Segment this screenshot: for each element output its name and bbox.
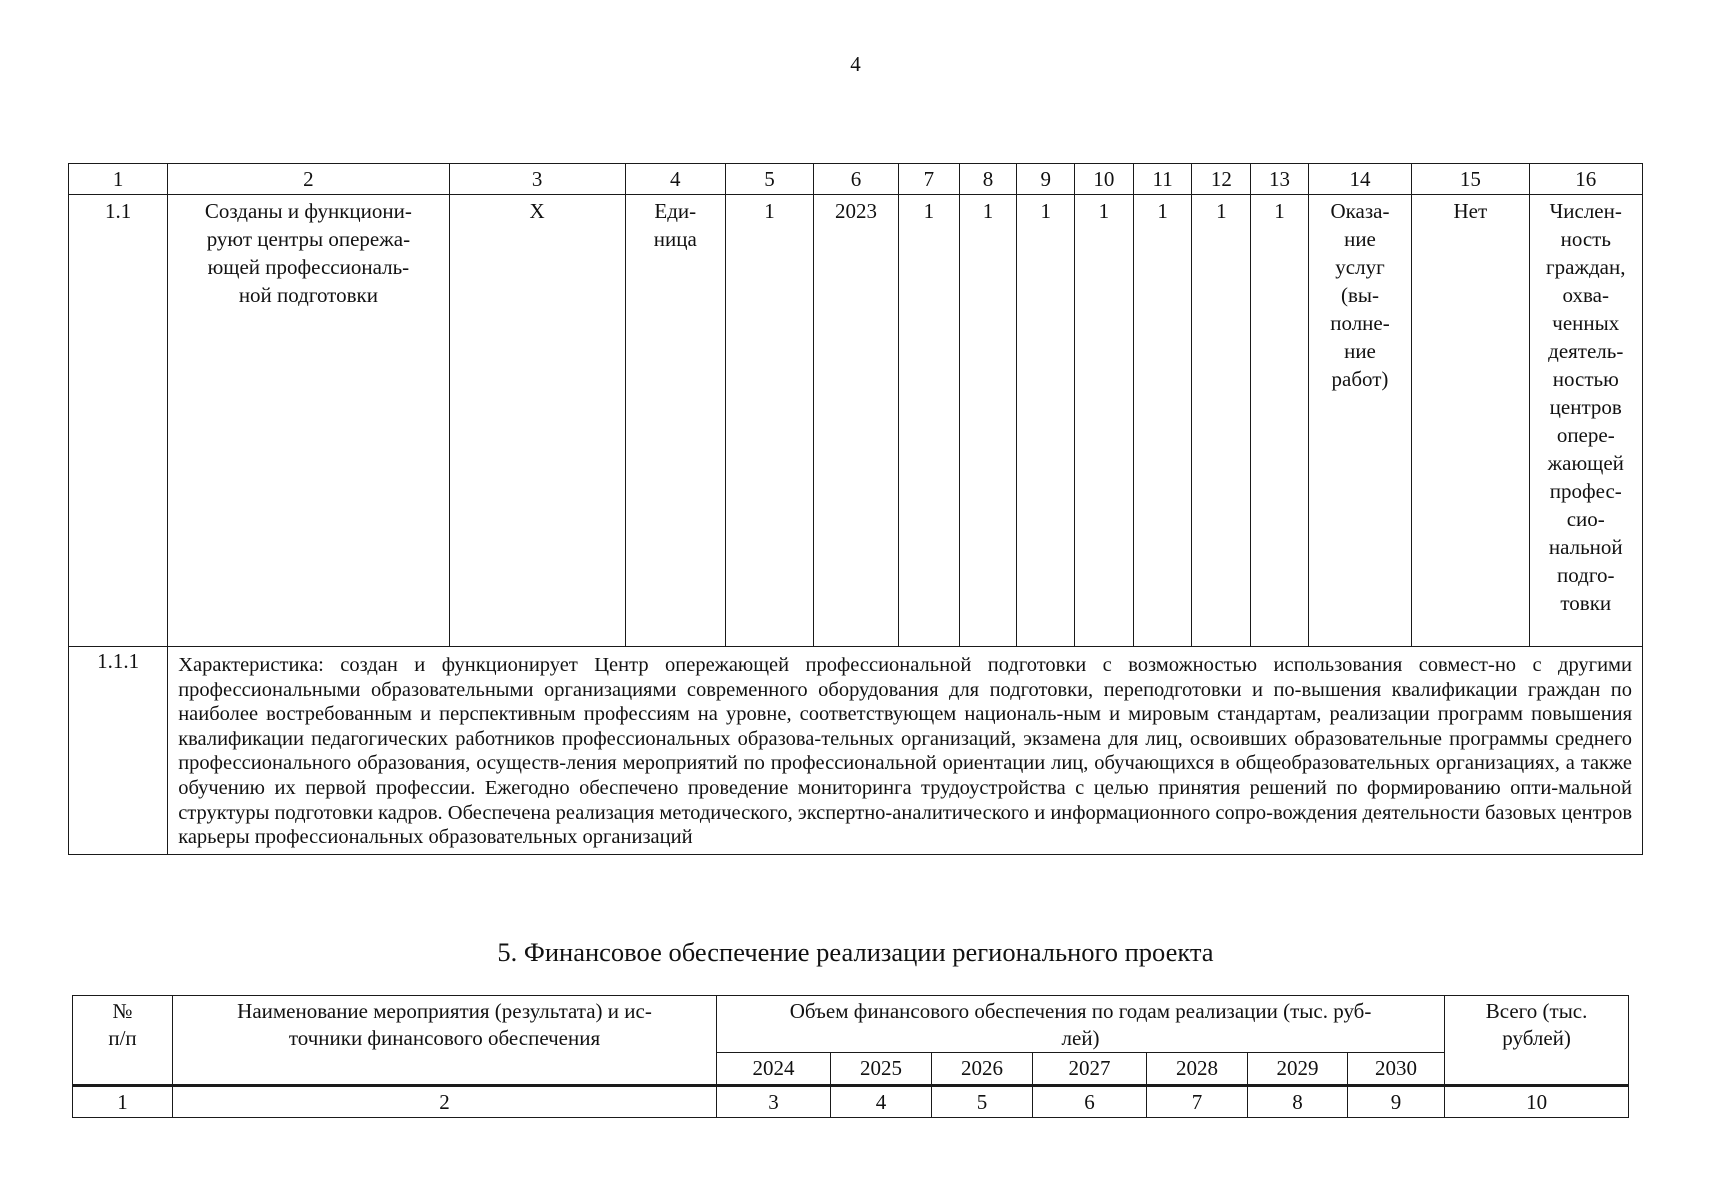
header-name: Наименование мероприятия (результата) и ис- точники финансового обеспечения (173, 996, 717, 1086)
result-number: 1.1 (69, 195, 168, 647)
table-row-characteristic-1-1-1 (69, 647, 1643, 855)
result-year-value: 1 (1251, 195, 1309, 647)
result-base-value: 1 (725, 195, 813, 647)
column-number: 12 (1192, 164, 1251, 195)
column-number: 10 (1075, 164, 1134, 195)
column-number: 15 (1412, 164, 1529, 195)
column-number: 8 (959, 164, 1017, 195)
column-number: 6 (813, 164, 898, 195)
header-number: № п/п (73, 996, 173, 1086)
year-header: 2028 (1147, 1053, 1248, 1086)
characteristic-number: 1.1.1 (69, 647, 168, 855)
column-number: 3 (717, 1086, 831, 1118)
column-number: 6 (1033, 1086, 1147, 1118)
column-number: 4 (625, 164, 725, 195)
result-year-value: 1 (1075, 195, 1134, 647)
column-number: 9 (1017, 164, 1075, 195)
column-number: 1 (69, 164, 168, 195)
column-number: 2 (168, 164, 449, 195)
result-col3: Х (449, 195, 625, 647)
year-header: 2030 (1348, 1053, 1445, 1086)
result-col15: Нет (1412, 195, 1529, 647)
column-number: 10 (1445, 1086, 1629, 1118)
year-header: 2024 (717, 1053, 831, 1086)
column-number: 1 (73, 1086, 173, 1118)
result-indicator: Числен- ность граждан, охва- ченных деятель- ностью центров опере- жающей профес- сио- нальной подго- товки (1529, 195, 1642, 647)
results-table (68, 163, 1643, 855)
result-year-value: 1 (1192, 195, 1251, 647)
result-name: Созданы и функциони- руют центры опережа- ющей профессиональ- ной подготовки (168, 195, 449, 647)
column-number: 5 (932, 1086, 1033, 1118)
year-header: 2027 (1033, 1053, 1147, 1086)
finance-column-number-row (73, 1086, 1629, 1118)
result-type: Оказа- ние услуг (вы- полне- ние работ) (1308, 195, 1411, 647)
result-year-value: 1 (1133, 195, 1192, 647)
column-number: 16 (1529, 164, 1642, 195)
column-number: 3 (449, 164, 625, 195)
column-number: 2 (173, 1086, 717, 1118)
result-base-year: 2023 (813, 195, 898, 647)
column-number: 14 (1308, 164, 1411, 195)
result-year-value: 1 (959, 195, 1017, 647)
column-number: 13 (1251, 164, 1309, 195)
header-total: Всего (тыс. рублей) (1445, 996, 1629, 1086)
column-number: 11 (1133, 164, 1192, 195)
characteristic-text: Характеристика: создан и функционирует Центр опережающей профессиональной подготовки с возможностью использования совмест-но с другими профессиональными образовательными организациями современного оборудования для подготовки, переподготовки и по-вышения квалификации граждан по наиболее востребованным и перспективным профессиям на уровне, соответствующем националь-ным и мировым стандартам, реализации программ повышения квалификации педагогических работников профессиональных образова-тельных организаций, экзамена для лиц, освоивших образовательные программы среднего профессионального образования, осуществ-ления мероприятий по профессиональной ориентации лиц, обучающихся в общеобразовательных организациях, а также обучению их первой профессии. Ежегодно обеспечено проведение мониторинга трудоустройства с целью принятия решений по формированию опти-мальной структуры подготовки кадров. Обеспечена реализация методического, экспертно-аналитического и информационного сопро-вождения деятельности базовых центров карьеры профессиональных образовательных организаций (168, 647, 1643, 855)
finance-table (72, 995, 1629, 1118)
page-number: 4 (850, 52, 861, 76)
column-number: 7 (1147, 1086, 1248, 1118)
section-title: 5. Финансовое обеспечение реализации регионального проекта (497, 937, 1214, 967)
result-year-value: 1 (1017, 195, 1075, 647)
column-number-row (69, 164, 1643, 195)
finance-header-row (73, 996, 1629, 1053)
year-header: 2026 (932, 1053, 1033, 1086)
result-unit: Еди- ница (625, 195, 725, 647)
column-number: 7 (898, 164, 959, 195)
year-header: 2025 (831, 1053, 932, 1086)
header-volume: Объем финансового обеспечения по годам реализации (тыс. руб- лей) (717, 996, 1445, 1053)
column-number: 5 (725, 164, 813, 195)
column-number: 9 (1348, 1086, 1445, 1118)
result-year-value: 1 (898, 195, 959, 647)
column-number: 8 (1248, 1086, 1348, 1118)
year-header: 2029 (1248, 1053, 1348, 1086)
column-number: 4 (831, 1086, 932, 1118)
table-row-result-1-1 (69, 195, 1643, 647)
